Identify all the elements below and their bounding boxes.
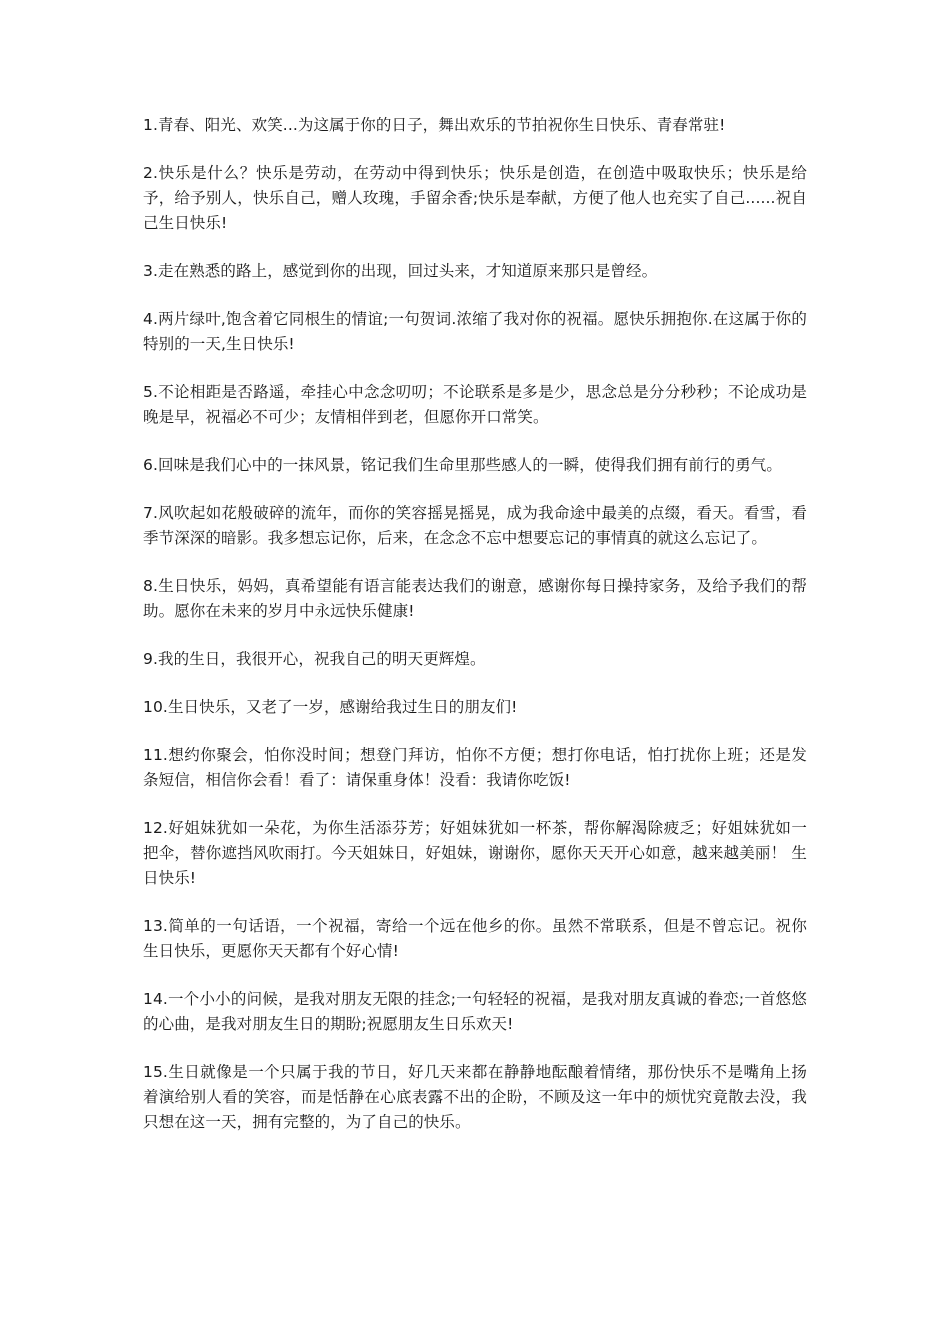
paragraph-3: 3.走在熟悉的路上，感觉到你的出现，回过头来，才知道原来那只是曾经。: [143, 262, 658, 280]
paragraph-6: 6.回味是我们心中的一抹风景，铭记我们生命里那些感人的一瞬，使得我们拥有前行的勇气。: [143, 456, 782, 474]
paragraph-8: 8.生日快乐，妈妈，真希望能有语言能表达我们的谢意，感谢你每日操持家务，及给予我们的帮助。愿你在未来的岁月中永远快乐健康!: [143, 577, 807, 620]
paragraph-1: 1.青春、阳光、欢笑...为这属于你的日子，舞出欢乐的节拍祝你生日快乐、青春常驻!: [143, 116, 726, 134]
paragraph-2: 2.快乐是什么？快乐是劳动，在劳动中得到快乐；快乐是创造，在创造中吸取快乐；快乐是给予，给予别人，快乐自己，赠人玫瑰，手留余香;快乐是奉献，方便了他人也充实了自己......祝自己生日快乐!: [143, 164, 807, 232]
paragraph-9: 9.我的生日，我很开心，祝我自己的明天更辉煌。: [143, 650, 486, 668]
paragraph-10: 10.生日快乐，又老了一岁，感谢给我过生日的朋友们!: [143, 698, 518, 716]
paragraph-4: 4.两片绿叶,饱含着它同根生的情谊;一句贺词.浓缩了我对你的祝福。愿快乐拥抱你.在这属于你的特别的一天,生日快乐!: [143, 310, 807, 353]
paragraph-13: 13.简单的一句话语，一个祝福，寄给一个远在他乡的你。虽然不常联系，但是不曾忘记。祝你生日快乐，更愿你天天都有个好心情!: [143, 917, 807, 960]
paragraph-14: 14.一个小小的问候，是我对朋友无限的挂念;一句轻轻的祝福，是我对朋友真诚的眷恋;一首悠悠的心曲，是我对朋友生日的期盼;祝愿朋友生日乐欢天!: [143, 990, 807, 1033]
paragraph-11: 11.想约你聚会，怕你没时间；想登门拜访，怕你不方便；想打你电话，怕打扰你上班；还是发条短信，相信你会看！看了：请保重身体！没看：我请你吃饭!: [143, 746, 807, 789]
paragraph-15: 15.生日就像是一个只属于我的节日，好几天来都在静静地酝酿着情绪，那份快乐不是嘴角上扬着演给别人看的笑容，而是恬静在心底表露不出的企盼，不顾及这一年中的烦忧究竟散去没，我只想在这一天，拥有完整的，为了自己的快乐。: [143, 1063, 807, 1131]
paragraph-7: 7.风吹起如花般破碎的流年，而你的笑容摇晃摇晃，成为我命途中最美的点缀，看天。看雪，看季节深深的暗影。我多想忘记你，后来，在念念不忘中想要忘记的事情真的就这么忘记了。: [143, 504, 807, 547]
paragraph-12: 12.好姐妹犹如一朵花，为你生活添芬芳；好姐妹犹如一杯茶，帮你解渴除疲乏；好姐妹犹如一把伞，替你遮挡风吹雨打。今天姐妹日，好姐妹，谢谢你，愿你天天开心如意，越来越美丽！ 生日快乐!: [143, 819, 807, 887]
document-body: [143, 113, 807, 1158]
paragraph-5: 5.不论相距是否路遥，牵挂心中念念叨叨；不论联系是多是少，思念总是分分秒秒；不论成功是晚是早，祝福必不可少；友情相伴到老，但愿你开口常笑。: [143, 383, 807, 426]
